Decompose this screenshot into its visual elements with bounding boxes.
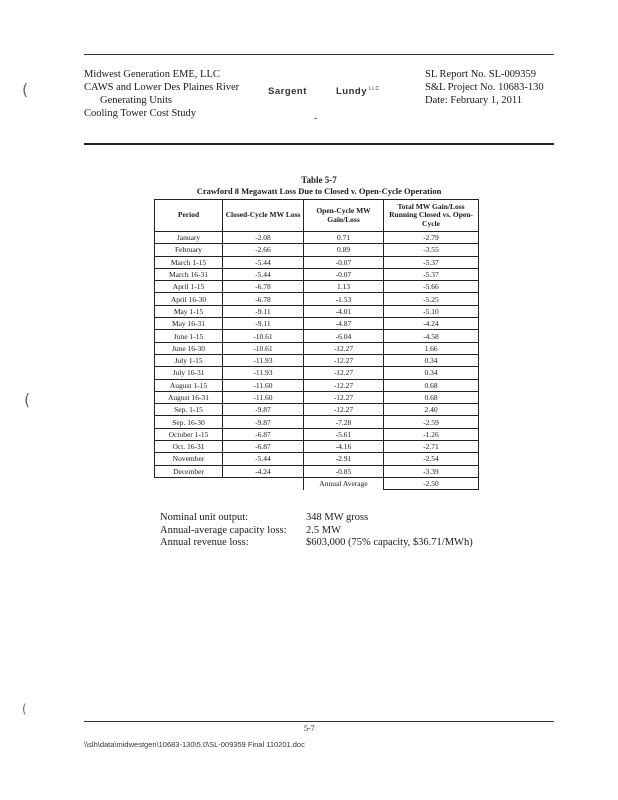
closed-cycle-loss-cell: -11.93	[223, 354, 304, 366]
header-project-name-cont: Generating Units	[100, 95, 173, 106]
summary-label-output: Nominal unit output:	[160, 512, 249, 523]
period-cell: Sep. 16-30	[155, 416, 223, 428]
logo-word-lundy: Lundy	[336, 86, 367, 98]
closed-cycle-loss-cell: -10.61	[223, 330, 304, 342]
total-gain-loss-cell: -3.39	[384, 465, 479, 477]
closed-cycle-loss-cell: -9.87	[223, 404, 304, 416]
open-cycle-gain-loss-cell: -12.27	[304, 379, 384, 391]
total-gain-loss-cell: 0.34	[384, 354, 479, 366]
summary-label-capacity-loss: Annual-average capacity loss:	[160, 524, 287, 536]
open-cycle-gain-loss-cell: -12.27	[304, 367, 384, 379]
table-row	[155, 281, 479, 293]
megawatt-loss-table	[154, 199, 479, 490]
open-cycle-gain-loss-cell: -12.27	[304, 404, 384, 416]
period-cell: February	[155, 244, 223, 256]
open-cycle-gain-loss-cell: -6.04	[304, 330, 384, 342]
total-gain-loss-cell: -4.24	[384, 318, 479, 330]
table-row	[155, 465, 479, 477]
total-gain-loss-cell: 2.40	[384, 404, 479, 416]
closed-cycle-loss-cell: -9.11	[223, 305, 304, 317]
margin-hole-mark-top: (	[22, 80, 29, 99]
total-gain-loss-cell: 0.68	[384, 391, 479, 403]
table-row	[155, 441, 479, 453]
open-cycle-gain-loss-cell: -1.53	[304, 293, 384, 305]
file-path: \\slh\data\midwestgen\10683-130\5.0\SL-009359 Final 110201.doc	[84, 740, 305, 749]
summary-row	[160, 537, 473, 550]
period-cell: April 1-15	[155, 281, 223, 293]
period-cell: August 16-31	[155, 391, 223, 403]
table-row	[155, 244, 479, 256]
period-cell: December	[155, 465, 223, 477]
footer-spacer	[155, 477, 304, 489]
closed-cycle-loss-cell: -6.78	[223, 281, 304, 293]
summary-value-revenue-loss: $603,000 (75% capacity, $36.71/MWh)	[306, 537, 473, 548]
open-cycle-gain-loss-cell: -0.07	[304, 268, 384, 280]
table-row	[155, 416, 479, 428]
period-cell: May 1-15	[155, 305, 223, 317]
period-cell: August 1-15	[155, 379, 223, 391]
summary-value-output: 348 MW gross	[306, 512, 369, 523]
table-row	[155, 354, 479, 366]
header-project-name: CAWS and Lower Des Plaines River	[84, 82, 240, 93]
closed-cycle-loss-cell: -5.44	[223, 256, 304, 268]
table-row	[155, 453, 479, 465]
summary-row	[160, 512, 473, 525]
table-header-row	[155, 200, 479, 232]
header-report-block	[425, 68, 544, 107]
closed-cycle-loss-cell: -6.87	[223, 441, 304, 453]
total-gain-loss-cell: -5.25	[384, 293, 479, 305]
closed-cycle-loss-cell: -9.11	[223, 318, 304, 330]
header-separator	[84, 143, 554, 145]
open-cycle-gain-loss-cell: -4.01	[304, 305, 384, 317]
period-cell: July 16-31	[155, 367, 223, 379]
open-cycle-gain-loss-cell: 0.89	[304, 244, 384, 256]
company-logo-right	[336, 86, 380, 97]
closed-cycle-loss-cell: -4.24	[223, 465, 304, 477]
open-cycle-gain-loss-cell: 1.13	[304, 281, 384, 293]
period-cell: April 16-30	[155, 293, 223, 305]
closed-cycle-loss-cell: -11.60	[223, 379, 304, 391]
total-gain-loss-cell: 0.34	[384, 367, 479, 379]
table-row	[155, 318, 479, 330]
header-project-number: S&L Project No. 10683-130	[425, 82, 544, 93]
total-gain-loss-cell: -5.37	[384, 256, 479, 268]
closed-cycle-loss-cell: -2.66	[223, 244, 304, 256]
total-gain-loss-cell: -2.71	[384, 441, 479, 453]
table-row	[155, 232, 479, 244]
logo-suffix: LLC	[369, 86, 380, 92]
period-cell: July 1-15	[155, 354, 223, 366]
period-cell: June 1-15	[155, 330, 223, 342]
period-cell: November	[155, 453, 223, 465]
period-cell: March 1-15	[155, 256, 223, 268]
period-cell: March 16-31	[155, 268, 223, 280]
table-number: Table 5-7	[301, 175, 337, 185]
header-rule	[84, 54, 554, 55]
table-row	[155, 391, 479, 403]
open-cycle-gain-loss-cell: -7.28	[304, 416, 384, 428]
table-row	[155, 305, 479, 317]
total-gain-loss-cell: 1.66	[384, 342, 479, 354]
col-header-total: Total MW Gain/Loss Running Closed vs. Open-Cycle	[384, 200, 479, 232]
total-gain-loss-cell: -5.37	[384, 268, 479, 280]
closed-cycle-loss-cell: -9.87	[223, 416, 304, 428]
header-date: Date: February 1, 2011	[425, 95, 523, 106]
logo-word-sargent: Sargent	[268, 86, 307, 97]
annual-average-label: Annual Average	[304, 477, 384, 489]
header-study-name: Cooling Tower Cost Study	[84, 108, 196, 119]
header-client-name: Midwest Generation EME, LLC	[84, 69, 220, 80]
table-row	[155, 367, 479, 379]
table-row	[155, 428, 479, 440]
period-cell: January	[155, 232, 223, 244]
annual-average-value: -2.50	[384, 477, 479, 489]
period-cell: June 16-30	[155, 342, 223, 354]
table-row	[155, 268, 479, 280]
table-row	[155, 379, 479, 391]
closed-cycle-loss-cell: -11.93	[223, 367, 304, 379]
total-gain-loss-cell: -2.59	[384, 416, 479, 428]
total-gain-loss-cell: -2.54	[384, 453, 479, 465]
total-gain-loss-cell: 0.68	[384, 379, 479, 391]
col-header-open-cycle: Open-Cycle MW Gain/Loss	[304, 200, 384, 232]
closed-cycle-loss-cell: -10.61	[223, 342, 304, 354]
table-caption: Crawford 8 Megawatt Loss Due to Closed v. Open-Cycle Operation	[196, 186, 442, 196]
total-gain-loss-cell: -2.79	[384, 232, 479, 244]
open-cycle-gain-loss-cell: -12.27	[304, 354, 384, 366]
closed-cycle-loss-cell: -11.60	[223, 391, 304, 403]
period-cell: May 16-31	[155, 318, 223, 330]
table-row	[155, 256, 479, 268]
period-cell: October 1-15	[155, 428, 223, 440]
closed-cycle-loss-cell: -5.44	[223, 453, 304, 465]
closed-cycle-loss-cell: -2.08	[223, 232, 304, 244]
period-cell: Sep. 1-15	[155, 404, 223, 416]
table-row	[155, 342, 479, 354]
company-logo-left	[268, 86, 307, 97]
header-client-block	[84, 68, 239, 120]
open-cycle-gain-loss-cell: -4.87	[304, 318, 384, 330]
table-row	[155, 293, 479, 305]
open-cycle-gain-loss-cell: 0.71	[304, 232, 384, 244]
footer-rule	[84, 721, 554, 722]
summary-block	[160, 512, 473, 550]
period-cell: Oct. 16-31	[155, 441, 223, 453]
total-gain-loss-cell: -3.55	[384, 244, 479, 256]
open-cycle-gain-loss-cell: -5.61	[304, 428, 384, 440]
open-cycle-gain-loss-cell: -4.16	[304, 441, 384, 453]
open-cycle-gain-loss-cell: -0.07	[304, 256, 384, 268]
total-gain-loss-cell: -5.66	[384, 281, 479, 293]
open-cycle-gain-loss-cell: -12.27	[304, 391, 384, 403]
total-gain-loss-cell: -1.26	[384, 428, 479, 440]
table-footer-row	[155, 477, 479, 489]
margin-hole-mark-bottom: (	[22, 702, 27, 716]
scan-speck	[314, 118, 317, 119]
summary-label-revenue-loss: Annual revenue loss:	[160, 537, 249, 548]
closed-cycle-loss-cell: -6.87	[223, 428, 304, 440]
header-report-number: SL Report No. SL-009359	[425, 69, 537, 80]
summary-row	[160, 525, 473, 538]
closed-cycle-loss-cell: -5.44	[223, 268, 304, 280]
col-header-period: Period	[155, 200, 223, 232]
margin-hole-mark-middle: (	[24, 390, 31, 409]
open-cycle-gain-loss-cell: -0.85	[304, 465, 384, 477]
total-gain-loss-cell: -4.58	[384, 330, 479, 342]
table-row	[155, 404, 479, 416]
page-number: 5-7	[304, 724, 315, 733]
total-gain-loss-cell: -5.10	[384, 305, 479, 317]
col-header-closed-cycle: Closed-Cycle MW Loss	[223, 200, 304, 232]
open-cycle-gain-loss-cell: -2.91	[304, 453, 384, 465]
closed-cycle-loss-cell: -6.78	[223, 293, 304, 305]
summary-value-capacity-loss: 2.5 MW	[306, 524, 341, 536]
open-cycle-gain-loss-cell: -12.27	[304, 342, 384, 354]
table-row	[155, 330, 479, 342]
